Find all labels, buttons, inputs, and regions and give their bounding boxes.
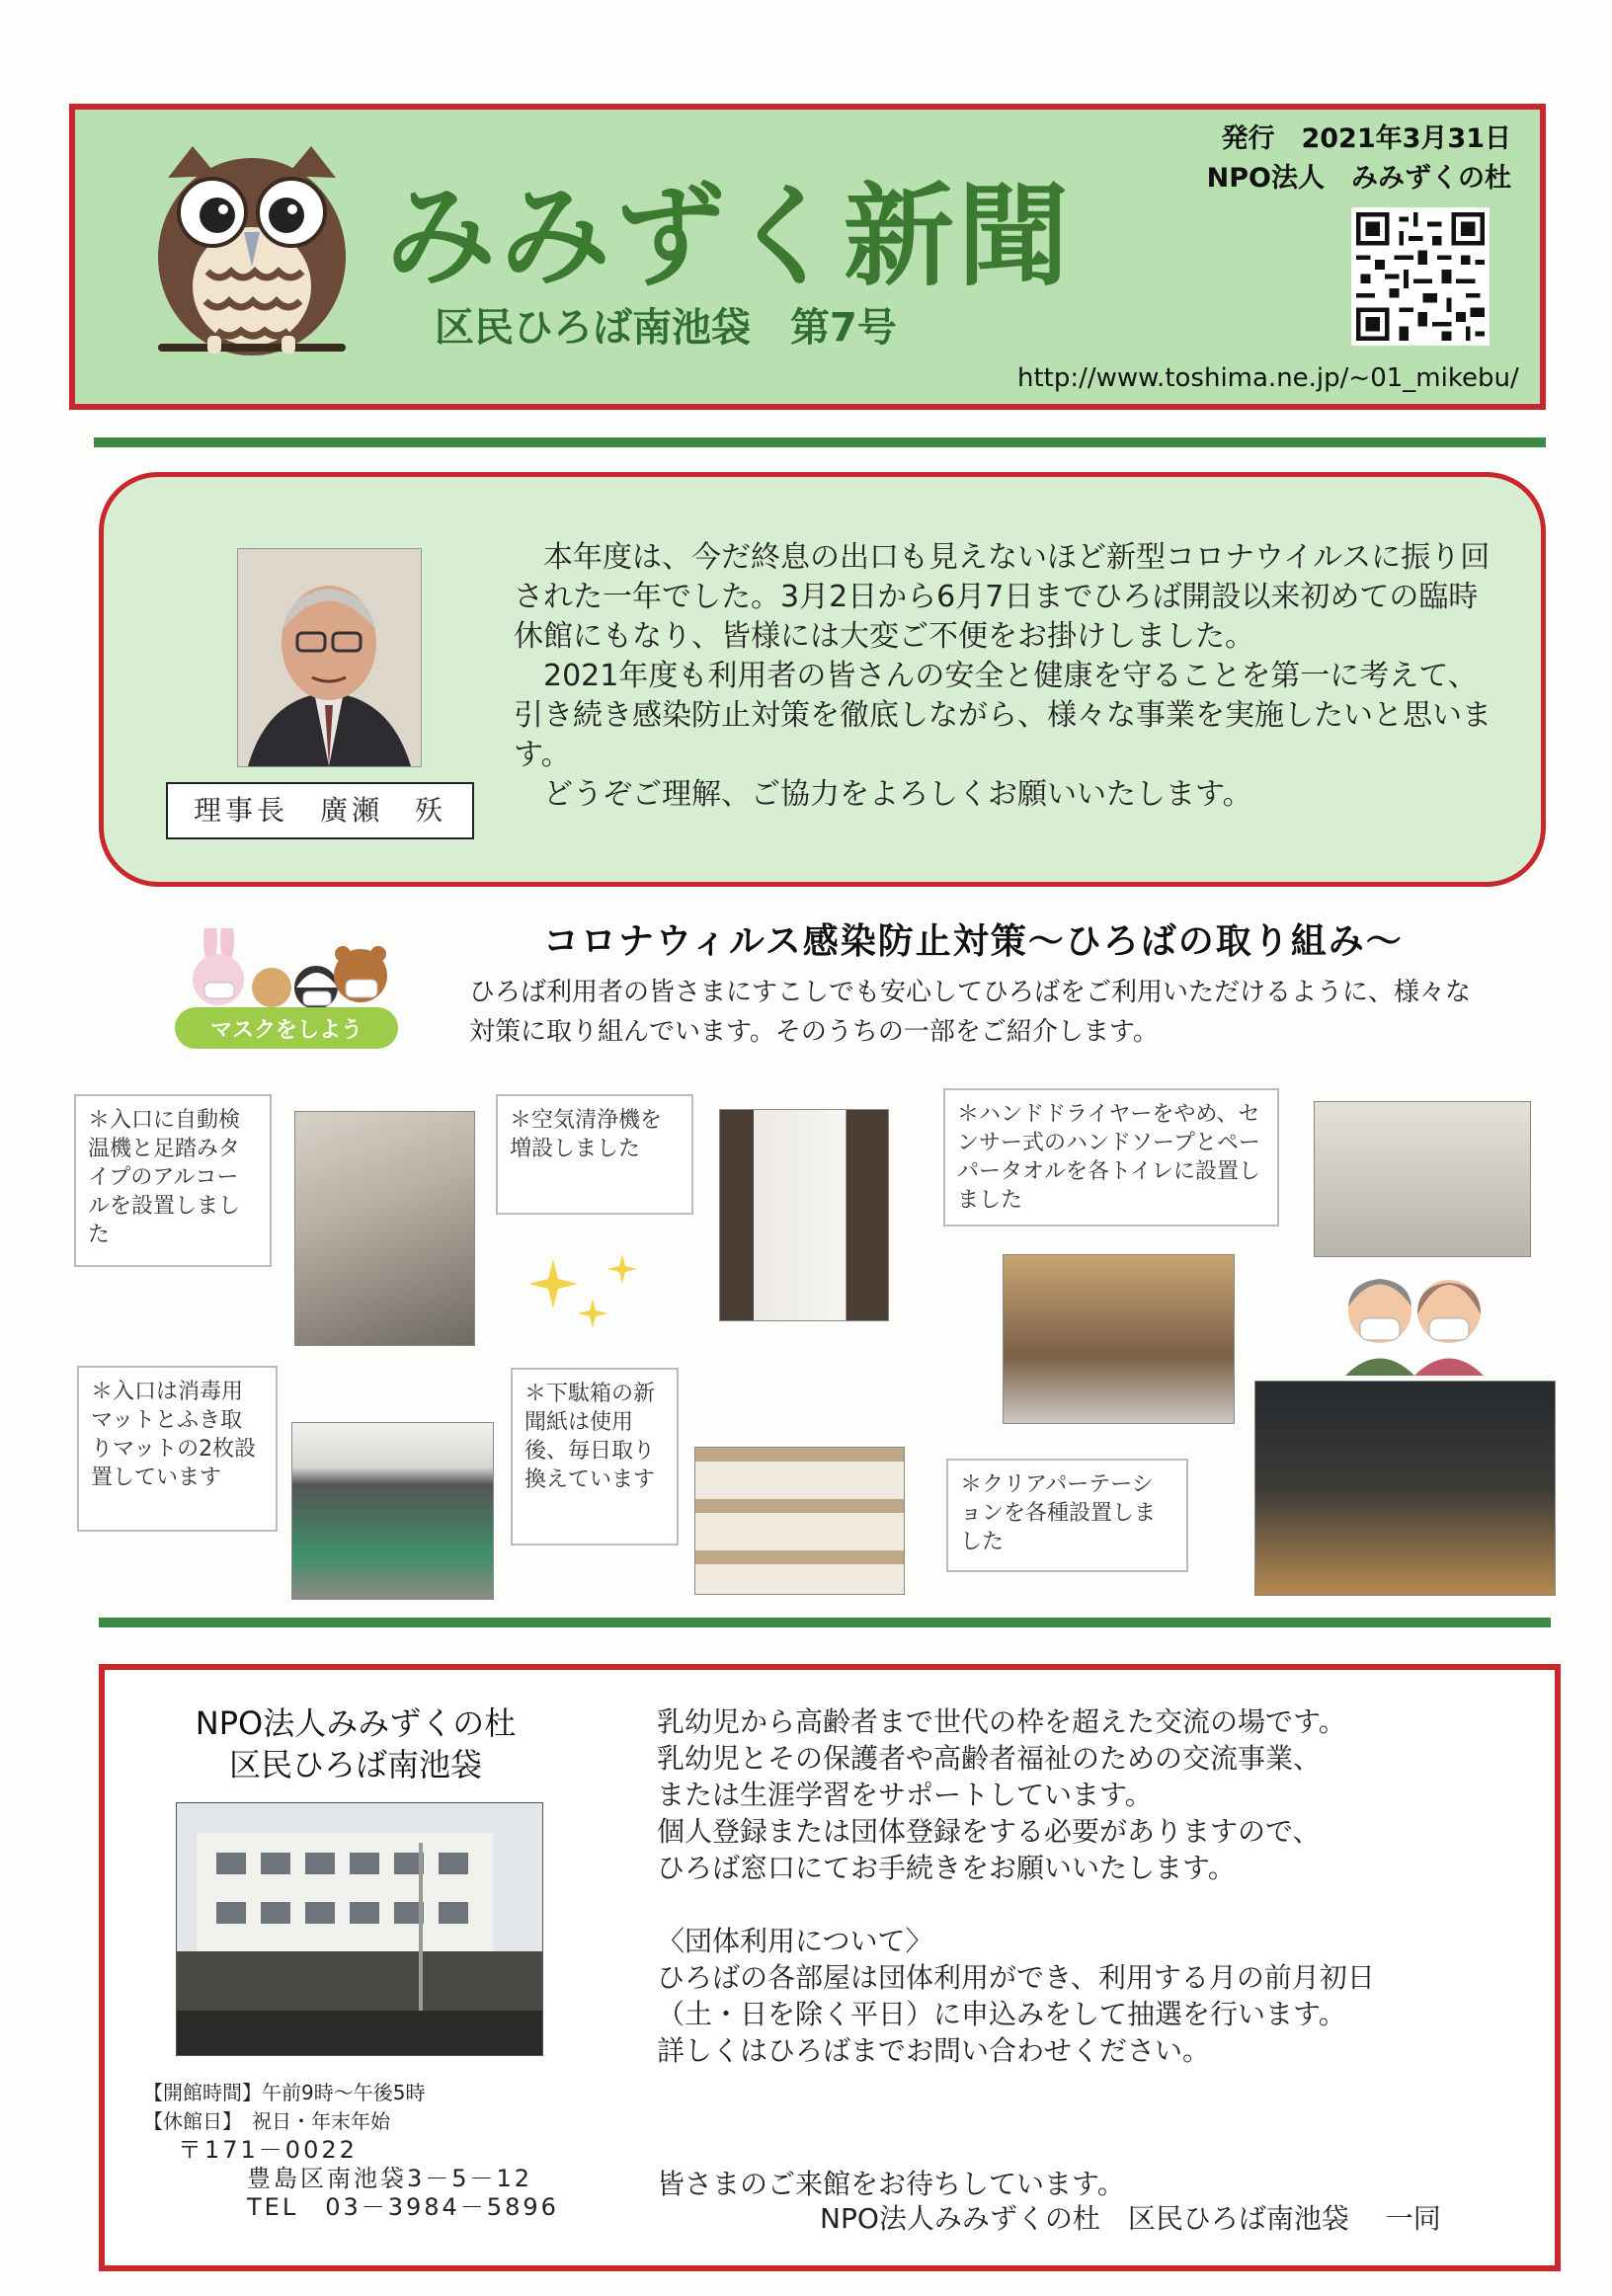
group-use-heading: 〈団体利用について〉 bbox=[657, 1925, 933, 1957]
message-paragraph: 本年度は、今だ終息の出口も見えないほど新型コロナウイルスに振り回された一年でした。3月2日から6月7日までひろば開設以来初めての臨時休館にもなり、皆様には大変ご不便をお掛けしました。 bbox=[514, 540, 1491, 654]
photo-shoe-rack bbox=[694, 1447, 905, 1595]
photo-clear-partitions bbox=[1254, 1381, 1556, 1596]
facility-details bbox=[143, 2079, 559, 2222]
corona-section-intro: ひろば利用者の皆さまにすこしでも安心してひろばをご利用いただけるように、様々な対策に取り組んでいます。そのうちの一部をご紹介します。 bbox=[469, 978, 1472, 1047]
chairman-photo bbox=[237, 548, 422, 767]
section-divider bbox=[94, 437, 1546, 447]
postal-code: 〒171－0022 bbox=[178, 2136, 358, 2164]
note-clear-partition: ＊クリアパーテーションを各種設置しました bbox=[946, 1459, 1188, 1572]
issue-date: 発行 2021年3月31日 bbox=[1221, 123, 1511, 154]
description-line: または生涯学習をサポートしています。 bbox=[657, 1779, 1153, 1811]
publisher-name: NPO法人 みみずくの杜 bbox=[1206, 163, 1511, 194]
newsletter-subtitle: 区民ひろば南池袋 第7号 bbox=[435, 305, 897, 351]
photo-room-partition bbox=[1003, 1254, 1235, 1424]
note-shoe-rack: ＊下駄箱の新聞紙は使用後、毎日取り換えています bbox=[511, 1368, 679, 1545]
photo-hand-soap bbox=[1314, 1101, 1531, 1257]
description-line: ひろば窓口にてお手続きをお願いいたします。 bbox=[657, 1852, 1236, 1884]
welcome-message: 皆さまのご来館をお待ちしています。 bbox=[657, 2168, 1125, 2200]
phone-number[interactable]: TEL 03－3984－5896 bbox=[247, 2193, 559, 2221]
closed-days: 【休館日】 祝日・年末年始 bbox=[143, 2109, 390, 2133]
owl-mascot-icon bbox=[148, 138, 356, 365]
newsletter-title: みみずく新聞 bbox=[385, 173, 1073, 301]
description-line: 乳幼児から高齢者まで世代の枠を超えた交流の場です。 bbox=[657, 1705, 1346, 1738]
corona-section-title: コロナウィルス感染防止対策～ひろばの取り組み～ bbox=[543, 921, 1404, 962]
signoff: NPO法人みみずくの杜 区民ひろば南池袋 一同 bbox=[820, 2202, 1441, 2235]
chairman-caption: 理事長 廣瀬 殀 bbox=[166, 782, 474, 839]
note-air-purifier: ＊空気清浄機を増設しました bbox=[496, 1094, 693, 1215]
description-line: 詳しくはひろばまでお問い合わせください。 bbox=[657, 2034, 1211, 2067]
organization-name: NPO法人みみずくの杜 bbox=[195, 1704, 517, 1742]
description-line bbox=[657, 1886, 1506, 1923]
masked-seniors-illustration bbox=[1335, 1267, 1493, 1376]
photo-disinfection-mats bbox=[291, 1422, 494, 1600]
note-entrance-thermometer: ＊入口に自動検温機と足踏みタイプのアルコールを設置しました bbox=[74, 1094, 272, 1267]
mask-animals-illustration bbox=[173, 928, 400, 1052]
description-line: ひろばの各部屋は団体利用ができ、利用する月の前月初日 bbox=[657, 1961, 1375, 1994]
description-line: （土・日を除く平日）に申込みをして抽選を行います。 bbox=[657, 1998, 1346, 2030]
description-line: 乳幼児とその保護者や高齢者福祉のための交流事業、 bbox=[657, 1742, 1322, 1775]
chairman-message bbox=[514, 538, 1501, 815]
opening-hours: 【開館時間】午前9時～午後5時 bbox=[143, 2081, 426, 2104]
note-disinfection-mat: ＊入口は消毒用マットとふき取りマットの2枚設置しています bbox=[77, 1366, 278, 1532]
message-paragraph: 2021年度も利用者の皆さんの安全と健康を守ることを第一に考えて、引き続き感染防止対策を徹底しながら、様々な事業を実施したいと思います。 bbox=[514, 659, 1491, 772]
facility-name: 区民ひろば南池袋 bbox=[228, 1746, 482, 1783]
mask-label: マスクをしよう bbox=[209, 1018, 363, 1043]
section-divider bbox=[99, 1618, 1551, 1627]
photo-air-purifier bbox=[719, 1109, 889, 1321]
building-photo bbox=[176, 1802, 543, 2056]
message-paragraph: どうぞご理解、ご協力をよろしくお願いいたします。 bbox=[514, 777, 1252, 812]
qr-code-icon[interactable] bbox=[1351, 207, 1490, 346]
website-url[interactable]: http://www.toshima.ne.jp/~01_mikebu/ bbox=[1017, 363, 1519, 393]
sparkle-icon bbox=[524, 1239, 652, 1338]
street-address: 豊島区南池袋3－5－12 bbox=[247, 2165, 533, 2192]
description-line: 個人登録または団体登録をする必要がありますので、 bbox=[657, 1815, 1321, 1848]
note-hand-soap: ＊ハンドドライヤーをやめ、センサー式のハンドソープとペーパータオルを各トイレに設置しました bbox=[943, 1088, 1279, 1227]
photo-thermometer-alcohol bbox=[294, 1111, 475, 1346]
facility-description bbox=[657, 1703, 1506, 2069]
